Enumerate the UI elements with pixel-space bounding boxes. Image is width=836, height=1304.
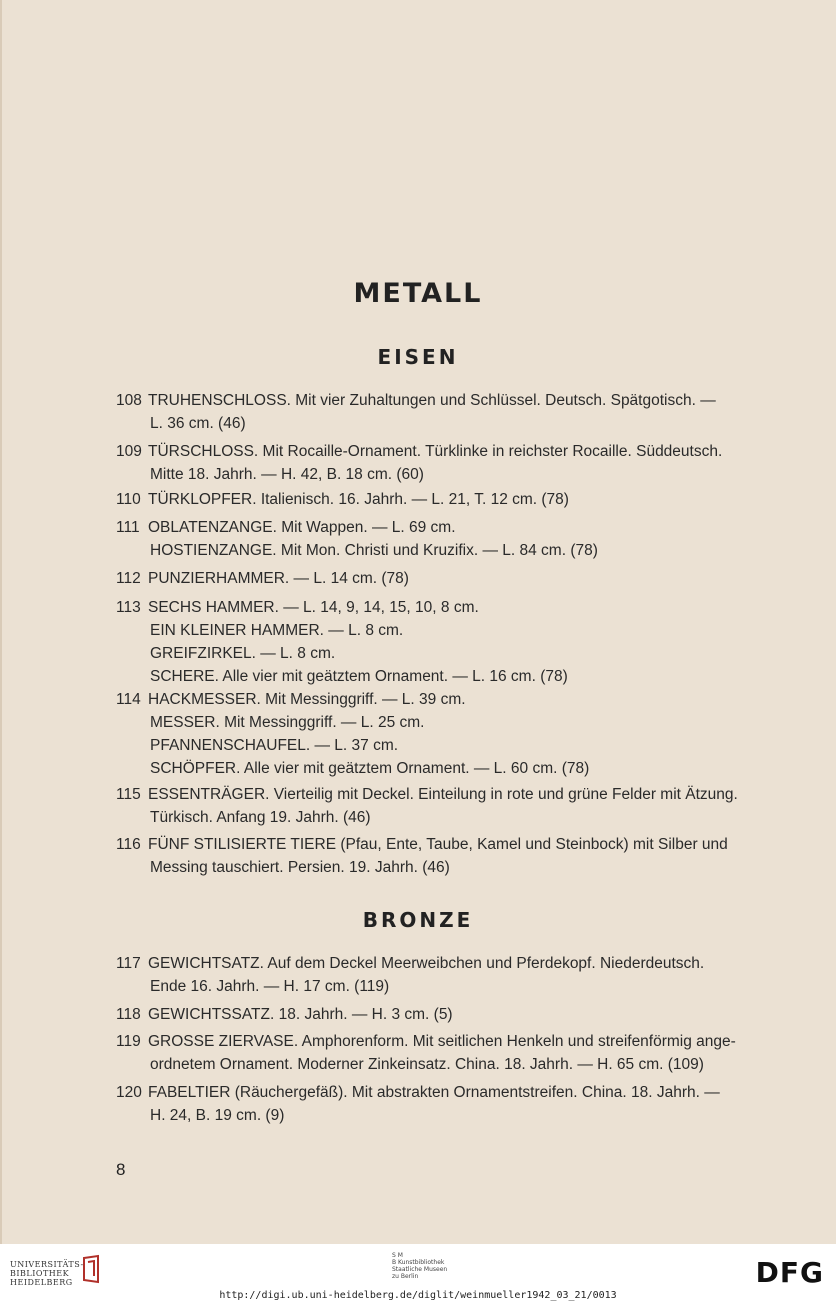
- section-heading-bronze: BRONZE: [362, 908, 474, 932]
- section-heading-eisen: EISEN: [377, 345, 459, 369]
- library-name-line: HEIDELBERG: [10, 1278, 73, 1287]
- entry-number: 109: [116, 443, 142, 460]
- entry-line: PFANNENSCHAUFEL. — L. 37 cm.: [150, 737, 399, 754]
- entry-line: L. 36 cm. (46): [150, 415, 246, 432]
- entry-number: 120: [116, 1084, 142, 1101]
- catalog-entry-112: [116, 567, 798, 590]
- catalog-entry-115: [116, 783, 798, 829]
- entry-line: SECHS HAMMER. — L. 14, 9, 14, 15, 10, 8 cm.: [148, 599, 479, 616]
- catalog-entry-109: [116, 440, 798, 486]
- catalog-entry-117: [116, 952, 798, 998]
- kunstbibliothek-logo[interactable]: [392, 1252, 447, 1280]
- entry-line: PUNZIERHAMMER. — L. 14 cm. (78): [148, 570, 409, 587]
- entry-line: Ende 16. Jahrh. — H. 17 cm. (119): [150, 978, 390, 995]
- entry-line: H. 24, B. 19 cm. (9): [150, 1107, 285, 1124]
- entry-line: FABELTIER (Räuchergefäß). Mit abstrakten Ornamentstreifen. China. 18. Jahrh. —: [148, 1084, 720, 1101]
- entry-line: OBLATENZANGE. Mit Wappen. — L. 69 cm.: [148, 519, 456, 536]
- entry-number: 116: [116, 836, 141, 853]
- sm-line: S M: [392, 1252, 403, 1259]
- dfg-logo[interactable]: DFG: [755, 1256, 824, 1289]
- source-url-link[interactable]: http://digi.ub.uni-heidelberg.de/diglit/weinmueller1942_03_21/0013: [219, 1290, 617, 1301]
- entry-number: 112: [116, 570, 141, 587]
- entry-line: ordnetem Ornament. Moderner Zinkeinsatz. China. 18. Jahrh. — H. 65 cm. (109): [150, 1056, 704, 1073]
- catalog-entry-116: [116, 833, 798, 879]
- library-emblem-icon: [80, 1254, 102, 1284]
- entry-line: GREIFZIRKEL. — L. 8 cm.: [150, 645, 336, 662]
- digitization-footer: [0, 1244, 836, 1304]
- entry-line: HACKMESSER. Mit Messinggriff. — L. 39 cm.: [148, 691, 466, 708]
- catalog-entry-111: [116, 516, 798, 562]
- entry-line: EIN KLEINER HAMMER. — L. 8 cm.: [150, 622, 404, 639]
- catalog-entry-110: [116, 488, 798, 511]
- entry-line: MESSER. Mit Messinggriff. — L. 25 cm.: [150, 714, 425, 731]
- entry-line: HOSTIENZANGE. Mit Mon. Christi und Kruzifix. — L. 84 cm. (78): [150, 542, 598, 559]
- entry-line: Messing tauschiert. Persien. 19. Jahrh. (46): [150, 859, 450, 876]
- entry-number: 113: [116, 599, 141, 616]
- catalog-entry-119: [116, 1030, 798, 1076]
- catalog-entry-114: [116, 688, 798, 780]
- page-title: METALL: [353, 278, 483, 309]
- entry-line: TÜRKLOPFER. Italienisch. 16. Jahrh. — L. 21, T. 12 cm. (78): [148, 491, 569, 508]
- sm-line: zu Berlin: [392, 1273, 419, 1280]
- library-name-line: BIBLIOTHEK: [10, 1269, 70, 1278]
- entry-line: FÜNF STILISIERTE TIERE (Pfau, Ente, Taube, Kamel und Steinbock) mit Silber und: [148, 836, 728, 853]
- entry-line: TRUHENSCHLOSS. Mit vier Zuhaltungen und Schlüssel. Deutsch. Spätgotisch. —: [148, 392, 716, 409]
- entry-number: 110: [116, 491, 141, 508]
- catalog-entry-120: [116, 1081, 798, 1127]
- entry-line: SCHÖPFER. Alle vier mit geätztem Ornament. — L. 60 cm. (78): [150, 760, 590, 777]
- entry-number: 111: [116, 519, 140, 536]
- library-name-line: UNIVERSITÄTS-: [10, 1260, 84, 1269]
- entry-line: GEWICHTSSATZ. 18. Jahrh. — H. 3 cm. (5): [148, 1006, 453, 1023]
- entry-number: 108: [116, 392, 142, 409]
- sm-line: B Kunstbibliothek: [392, 1259, 445, 1266]
- sm-line: Staatliche Museen: [392, 1266, 448, 1273]
- catalog-entry-113: [116, 596, 798, 688]
- entry-line: GROSSE ZIERVASE. Amphorenform. Mit seitlichen Henkeln und streifenförmig ange-: [148, 1033, 736, 1050]
- page-number: 8: [116, 1160, 126, 1179]
- entry-number: 115: [116, 786, 141, 803]
- catalog-entry-108: [116, 389, 798, 435]
- entry-number: 114: [116, 691, 141, 708]
- catalog-entry-118: [116, 1003, 798, 1026]
- entry-line: GEWICHTSATZ. Auf dem Deckel Meerweibchen und Pferdekopf. Niederdeutsch.: [148, 955, 705, 972]
- entry-line: Türkisch. Anfang 19. Jahrh. (46): [150, 809, 371, 826]
- entry-line: TÜRSCHLOSS. Mit Rocaille-Ornament. Türklinke in reichster Rocaille. Süddeutsch.: [148, 443, 723, 460]
- university-library-logo[interactable]: [10, 1260, 84, 1287]
- entry-number: 117: [116, 955, 141, 972]
- entry-line: Mitte 18. Jahrh. — H. 42, B. 18 cm. (60): [150, 466, 424, 483]
- entry-number: 119: [116, 1033, 141, 1050]
- entry-number: 118: [116, 1006, 141, 1023]
- entry-line: ESSENTRÄGER. Vierteilig mit Deckel. Einteilung in rote und grüne Felder mit Ätzung.: [148, 786, 738, 803]
- entry-line: SCHERE. Alle vier mit geätztem Ornament. — L. 16 cm. (78): [150, 668, 568, 685]
